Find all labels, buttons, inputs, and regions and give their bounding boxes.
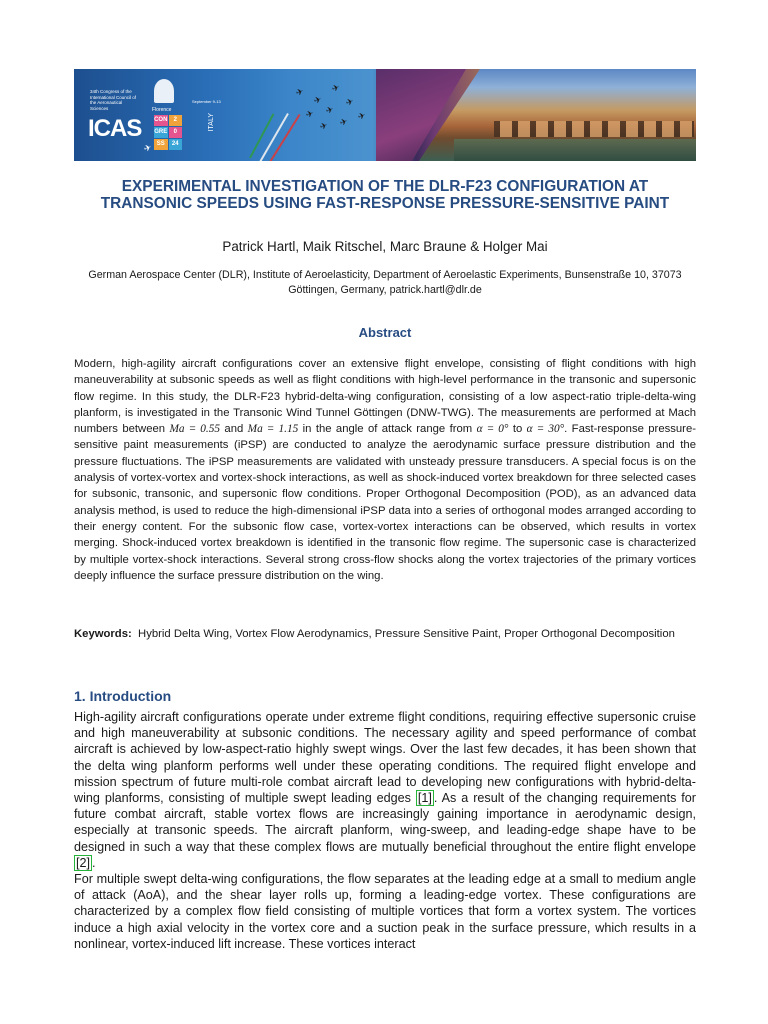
- airplane-icon: ✈: [304, 108, 315, 121]
- congress-logo-cell: 24: [169, 139, 183, 150]
- airplane-icon: ✈: [344, 96, 355, 109]
- abstract-text: [74, 356, 696, 584]
- abstract-text-segment: . Fast-response pressure-sensitive paint measurements (iPSP) are conducted to analyze the aerodynamic surface pressure distribution and the pressure fluctuations. The iPSP measurements are validated with unsteady pressure transducers. A special focus is on the analysis of vortex-vortex and vortex-shock interactions, as well as shock-induced vortex breakdown for three selected cases for subsonic, transonic, and supersonic flow conditions. Proper Orthogonal Decomposition (POD), as an advanced data analysis method, is used to reduce the high-dimensional iPSP data into a series of orthogonal modes arranged according to their energy content. For the subsonic flow case, vortex-vortex interactions can be observed, which results in vortex merging. Shock-induced vortex breakdown is identified in the transonic flow regime. The supersonic case is characterized by multiple vortex-shock interactions. Several strong cross-flow shocks along the vortex trajectories of the primary vortices deeply influence the surface pressure distribution on the wing.: [74, 423, 696, 582]
- intro-paragraph-1: [74, 709, 696, 871]
- airplane-icon: ✈: [356, 110, 367, 123]
- abstract-text-segment: to: [508, 423, 527, 436]
- keywords-label: Keywords:: [74, 628, 132, 640]
- math-mach-low: Ma = 0.55: [169, 423, 221, 436]
- congress-logo-cell: SS: [154, 139, 168, 150]
- congress-logo-grid: [154, 115, 182, 149]
- keywords: [74, 626, 696, 642]
- florence-dome-icon: [154, 79, 174, 103]
- citation-link-1[interactable]: [1]: [417, 791, 432, 806]
- airplane-icon: ✈: [318, 120, 329, 133]
- intro-text-segment: High-agility aircraft configurations operate under extreme flight conditions, requiring effective supersonic cruise and high maneuverability at subsonic conditions. The necessary agility and speed performance of combat aircraft is achieved by low-aspect-ratio highly swept wings. Over the last few decades, it has been shown that the delta wing planform performs well under these operating conditions. The required flight envelope and mission spectrum of future multi-role combat aircraft lead to developing new configurations with hybrid-delta-wing planforms, consisting of multiple swept leading edges: [74, 710, 696, 806]
- airplane-icon: ✈: [142, 142, 153, 155]
- icas-logo: ICAS: [88, 115, 142, 142]
- bridge-arches: [494, 121, 694, 137]
- affiliation: German Aerospace Center (DLR), Institute of Aeroelasticity, Department of Aeroelastic Experiments, Bunsenstraße 10, 37073 Göttingen, Germany, patrick.hartl@dlr.de: [88, 269, 682, 296]
- florence-label: Florence: [152, 107, 172, 113]
- river-water: [454, 139, 696, 161]
- section-heading-introduction: 1. Introduction: [74, 688, 172, 704]
- math-aoa-high: α = 30°: [526, 423, 565, 436]
- conference-banner: [74, 69, 696, 161]
- abstract-text-segment: in the angle of attack range from: [298, 423, 477, 436]
- congress-logo-cell: CON: [154, 115, 168, 126]
- airplane-icon: ✈: [330, 82, 341, 95]
- math-aoa-low: α = 0°: [476, 423, 509, 436]
- paper-title: EXPERIMENTAL INVESTIGATION OF THE DLR-F23 CONFIGURATION AT TRANSONIC SPEEDS USING FAST-RESPONSE PRESSURE-SENSITIVE PAINT: [100, 178, 670, 212]
- airplane-icon: ✈: [324, 104, 335, 117]
- abstract-heading: Abstract: [358, 325, 412, 340]
- intro-text-segment: .: [92, 855, 96, 870]
- airplane-icon: ✈: [338, 116, 349, 129]
- intro-paragraph-2: For multiple swept delta-wing configurations, the flow separates at the leading edge at a small to medium angle of attack (AoA), and the shear layer rolls up, forming a leading-edge vortex. These configurations are characterized by a complex flow field consisting of multiple vortices that form a vortex system. The vortices induce a high axial velocity in the vortex core and a suction peak in the surface pressure, which results in a nonlinear, vortex-induced lift increase. These vortices interact: [74, 872, 696, 951]
- introduction-body: [74, 709, 696, 952]
- congress-logo-cell: GRE: [154, 127, 168, 138]
- airplane-icon: ✈: [294, 86, 305, 99]
- airplane-icon: ✈: [312, 94, 323, 107]
- author-list: Patrick Hartl, Maik Ritschel, Marc Braune & Holger Mai: [222, 239, 548, 254]
- keywords-text: Hybrid Delta Wing, Vortex Flow Aerodynamics, Pressure Sensitive Paint, Proper Orthogonal Decomposition: [138, 628, 675, 640]
- abstract-text-segment: Modern, high-agility aircraft configurations cover an extensive flight envelope, consisting of flight conditions with high maneuverability at subsonic speeds as well as flight conditions with high-level performance in the transonic and supersonic flow regime. In this study, the DLR-F23 hybrid-delta-wing configuration, consisting of a low aspect-ratio triple-delta-wing planform, is investigated in the Transonic Wind Tunnel Göttingen (DNW-TWG). The measurements are performed at Mach numbers between: [74, 358, 696, 436]
- abstract-text-segment: and: [220, 423, 248, 436]
- math-mach-high: Ma = 1.15: [247, 423, 299, 436]
- citation-link-2[interactable]: [2]: [76, 855, 91, 870]
- smoke-trail: [249, 113, 274, 158]
- congress-logo-cell: 2: [169, 115, 183, 126]
- italy-label: ITALY: [208, 113, 215, 132]
- intro-text-segment: . As a result of the changing requirements for future combat aircraft, stable vortex flows are increasingly gaining importance in aerodynamic design, especially at transonic speeds. The aircraft planform, wing-sweep, and leading-edge shape have to be designed in such a way that these complex flows are mutually beneficial throughout the entire flight envelope: [74, 791, 696, 854]
- congress-caption: 34th Congress of the International Council of the Aeronautical Sciences: [90, 89, 137, 111]
- congress-dates: September 9-13: [192, 99, 221, 104]
- congress-logo-cell: 0: [169, 127, 183, 138]
